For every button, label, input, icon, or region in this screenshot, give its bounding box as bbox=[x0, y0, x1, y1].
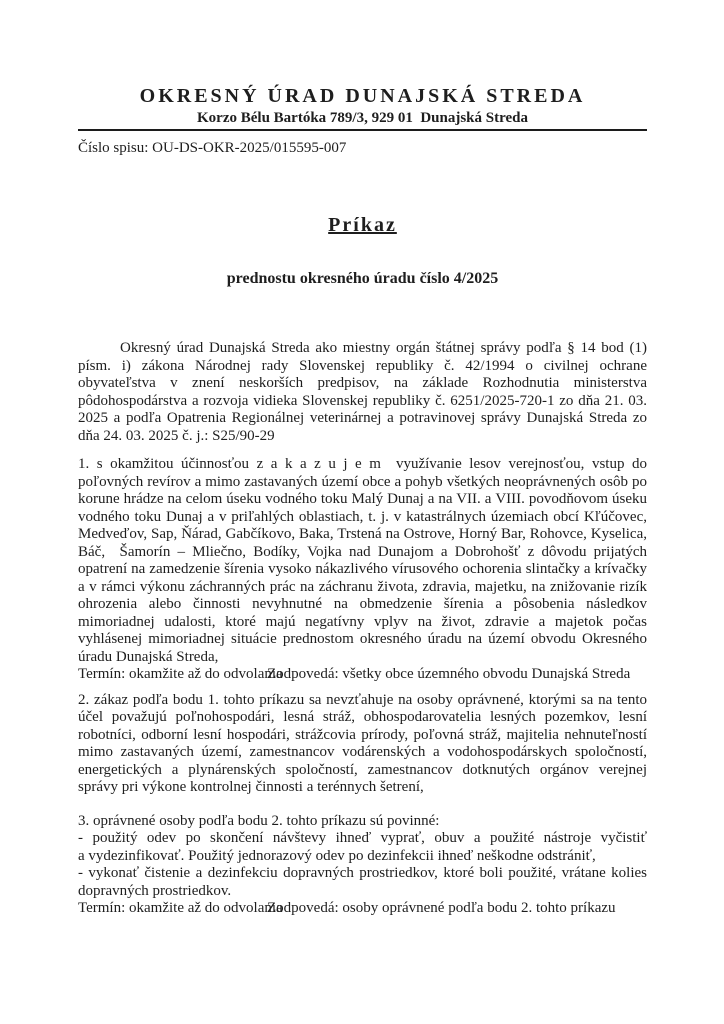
order-3-block bbox=[78, 812, 651, 901]
responsible-label-1: Zodpovedá: všetky obce územného obvodu Dunajská Streda bbox=[267, 666, 631, 682]
document-body bbox=[78, 213, 651, 918]
order-2-paragraph: 2. zákaz podľa bodu 1. tohto príkazu sa nevzťahuje na osoby oprávnené, ktorými sa na tento účel považujú poľnohospodári, lesná stráž, obhospodarovatelia lesných pozemkov, lesní robotníci, odborní lesní hospodári, strážcovia prírody, poľovná stráž, majitelia nehnuteľností mimo zastavaných území, zamestnancov vodárenských a vodohospodárskych spoločností, energetických a plynárenských spoločností, zamestnancov dotknutých orgánov verejnej správy pri výkone kontrolnej činnosti a terénnych šetrení, bbox=[78, 691, 651, 795]
file-number: Číslo spisu: OU-DS-OKR-2025/015595-007 bbox=[78, 140, 347, 156]
org-name: OKRESNÝ ÚRAD DUNAJSKÁ STREDA bbox=[139, 85, 586, 107]
order-3-item-1: - použitý odev po skončení návštevy ihneď vyprať, obuv a použité nástroje vyčistiť a vydezinfikovať. Použitý jednorazový odev po dezinfekcii ihneď neškodne odstrániť, bbox=[78, 830, 651, 864]
deadline-label-1: Termín: okamžite až do odvolania bbox=[78, 666, 283, 682]
deadline-row-1 bbox=[78, 666, 647, 684]
intro-paragraph: Okresný úrad Dunajská Streda ako miestny orgán štátnej správy podľa § 14 bod (1) písm. i) zákona Národnej rady Slovenskej republiky č. 42/1994 o civilnej ochrane obyvateľstva v znení neskorších predpisov, na základe Rozhodnutia ministerstva pôdohospodárstva a rozvoja vidieka Slovenskej republiky č. 6251/2025-720-1 zo dňa 21. 03. 2025 a podľa Opatrenia Regionálnej veterinárnej a potravinovej správy Dunajská Streda zo dňa 24. 03. 2025 č. j.: S25/90-29 bbox=[78, 340, 651, 444]
order-3-heading: 3. oprávnené osoby podľa bodu 2. tohto príkazu sú povinné: bbox=[78, 812, 440, 829]
responsible-label-2: Zodpovedá: osoby oprávnené podľa bodu 2. tohto príkazu bbox=[267, 900, 616, 916]
org-address: Korzo Bélu Bartóka 789/3, 929 01 Dunajská Streda bbox=[197, 110, 528, 126]
order-1-paragraph: 1. s okamžitou účinnosťou z a k a z u j e m využívanie lesov verejnosťou, vstup do poľovných revírov a mimo zastavaných území obce a pohyb všetkých neoprávnených osôb po korune hrádze na celom úseku vodného toku Malý Dunaj a na VII. a VIII. povodňovom úseku vodného toku Dunaj a v priľahlých oblastiach, t. j. v katastrálnych územiach obcí Kľúčovec, Medveďov, Sap, Ňárad, Gabčíkovo, Baka, Trstená na Ostrove, Horný Bar, Rohovce, Kyselica, Báč, Šamorín – Mliečno, Bodíky, Vojka nad Dunajom a Dobrohošť z dôvodu prijatých opatrení na zamedzenie šírenia vysoko nákazlivého vírusového ochorenia slintačky a krívačky a v rámci výkonu záchranných prác na záchranu života, zdravia, majetku, na znižovanie rizík ohrozenia alebo činnosti nevyhnutné na obmedzenie šírenia a pôsobenia následkov mimoriadnej udalosti, ktoré majú negatívny vplyv na život, zdravie a majetok počas vyhlásenej mimoriadnej situácie prednostom okresného úradu na území obvodu Okresného úradu Dunajská Streda, bbox=[78, 456, 651, 665]
document-subtitle: prednostu okresného úradu číslo 4/2025 bbox=[226, 270, 499, 287]
letterhead bbox=[78, 84, 647, 157]
deadline-row-2 bbox=[78, 900, 647, 918]
letterhead-divider bbox=[78, 129, 647, 131]
order-3-item-2: - vykonať čistenie a dezinfekciu dopravných prostriedkov, ktoré boli použité, vrátane kolies dopravných prostriedkov. bbox=[78, 865, 651, 899]
deadline-label-2: Termín: okamžite až do odvolania bbox=[78, 900, 283, 916]
document-title: Príkaz bbox=[328, 214, 397, 236]
